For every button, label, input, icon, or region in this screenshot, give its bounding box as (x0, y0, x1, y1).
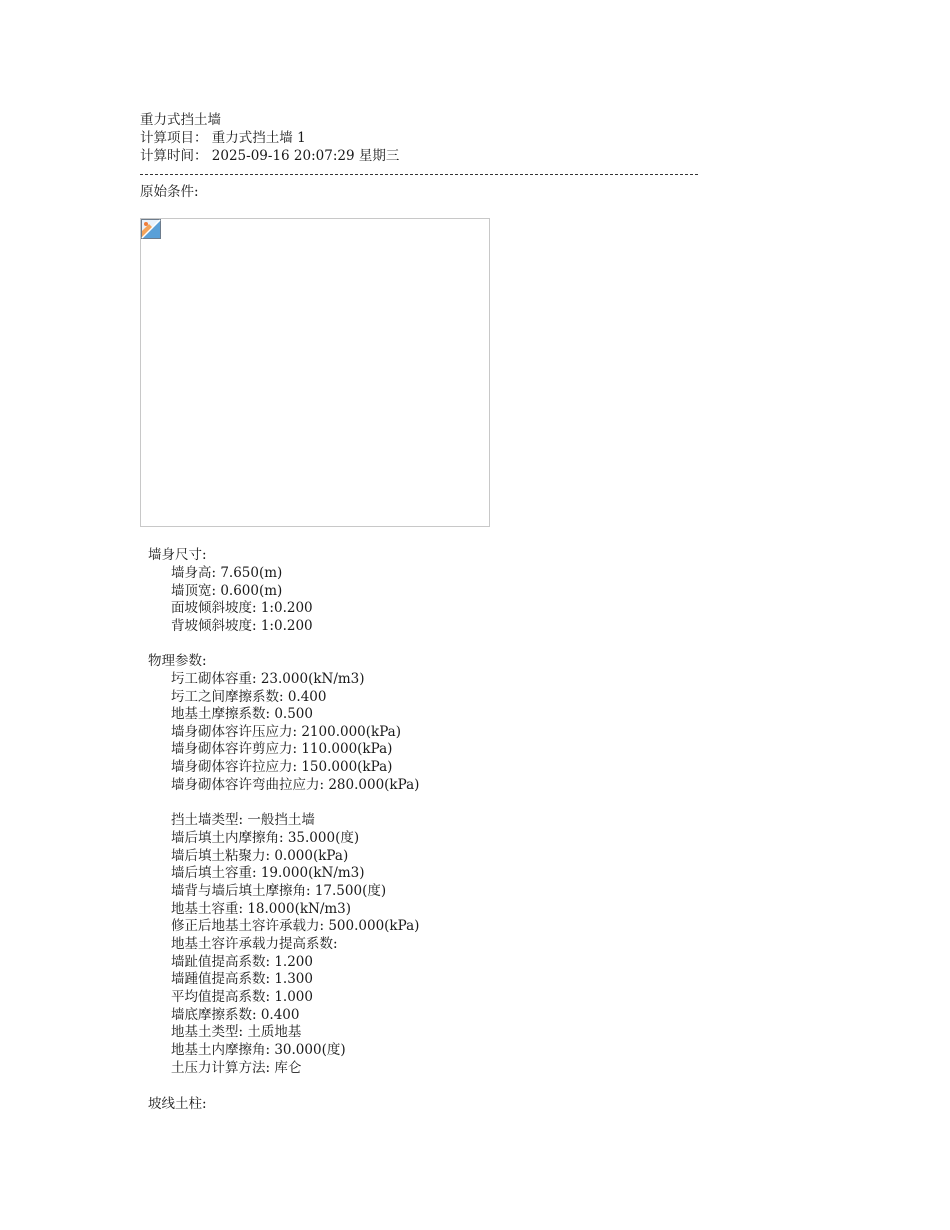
dashed-separator (140, 174, 698, 175)
param-bearing-factor-title: 地基土容许承载力提高系数: (171, 936, 338, 952)
param-earth-pressure-method: 土压力计算方法: 库仑 (171, 1060, 302, 1076)
param-allow-bending-tensile: 墙身砌体容许弯曲拉应力: 280.000(kPa) (171, 777, 420, 793)
param-wall-type: 挡土墙类型: 一般挡土墙 (171, 812, 315, 828)
param-foundation-type: 地基土类型: 土质地基 (171, 1024, 302, 1040)
section-wall-dimensions: 墙身尺寸: (148, 547, 207, 563)
wall-diagram-frame (140, 218, 490, 527)
param-allow-shear: 墙身砌体容许剪应力: 110.000(kPa) (171, 741, 393, 757)
param-face-slope: 面坡倾斜坡度: 1:0.200 (171, 600, 313, 616)
param-back-slope: 背坡倾斜坡度: 1:0.200 (171, 618, 313, 634)
broken-image-icon (141, 219, 161, 239)
param-masonry-unit-weight: 圬工砌体容重: 23.000(kN/m3) (171, 671, 365, 687)
param-wall-backfill-friction: 墙背与墙后填土摩擦角: 17.500(度) (171, 883, 387, 899)
param-backfill-unit-weight: 墙后填土容重: 19.000(kN/m3) (171, 865, 365, 881)
param-backfill-cohesion: 墙后填土粘聚力: 0.000(kPa) (171, 848, 349, 864)
param-foundation-friction-angle: 地基土内摩擦角: 30.000(度) (171, 1042, 346, 1058)
section-slope-soil-column: 坡线土柱: (148, 1096, 207, 1112)
param-backfill-friction-angle: 墙后填土内摩擦角: 35.000(度) (171, 830, 360, 846)
param-average-factor: 平均值提高系数: 1.000 (171, 989, 313, 1005)
section-physical-params: 物理参数: (148, 653, 207, 669)
document-title: 重力式挡土墙 (140, 112, 221, 128)
param-foundation-friction: 地基土摩擦系数: 0.500 (171, 706, 313, 722)
param-toe-factor: 墙趾值提高系数: 1.200 (171, 954, 313, 970)
project-line: 计算项目： 重力式挡土墙 1 (140, 130, 306, 146)
section-original-conditions: 原始条件: (140, 184, 199, 200)
param-allow-compressive: 墙身砌体容许压应力: 2100.000(kPa) (171, 724, 401, 740)
time-line: 计算时间： 2025-09-16 20:07:29 星期三 (140, 148, 400, 164)
param-bearing-capacity: 修正后地基土容许承载力: 500.000(kPa) (171, 918, 420, 934)
param-wall-top-width: 墙顶宽: 0.600(m) (171, 583, 283, 599)
param-wall-height: 墙身高: 7.650(m) (171, 565, 283, 581)
param-allow-tensile: 墙身砌体容许拉应力: 150.000(kPa) (171, 759, 393, 775)
param-masonry-friction: 圬工之间摩擦系数: 0.400 (171, 689, 327, 705)
param-heel-factor: 墙踵值提高系数: 1.300 (171, 971, 313, 987)
param-foundation-unit-weight: 地基土容重: 18.000(kN/m3) (171, 901, 352, 917)
param-base-friction: 墙底摩擦系数: 0.400 (171, 1007, 300, 1023)
